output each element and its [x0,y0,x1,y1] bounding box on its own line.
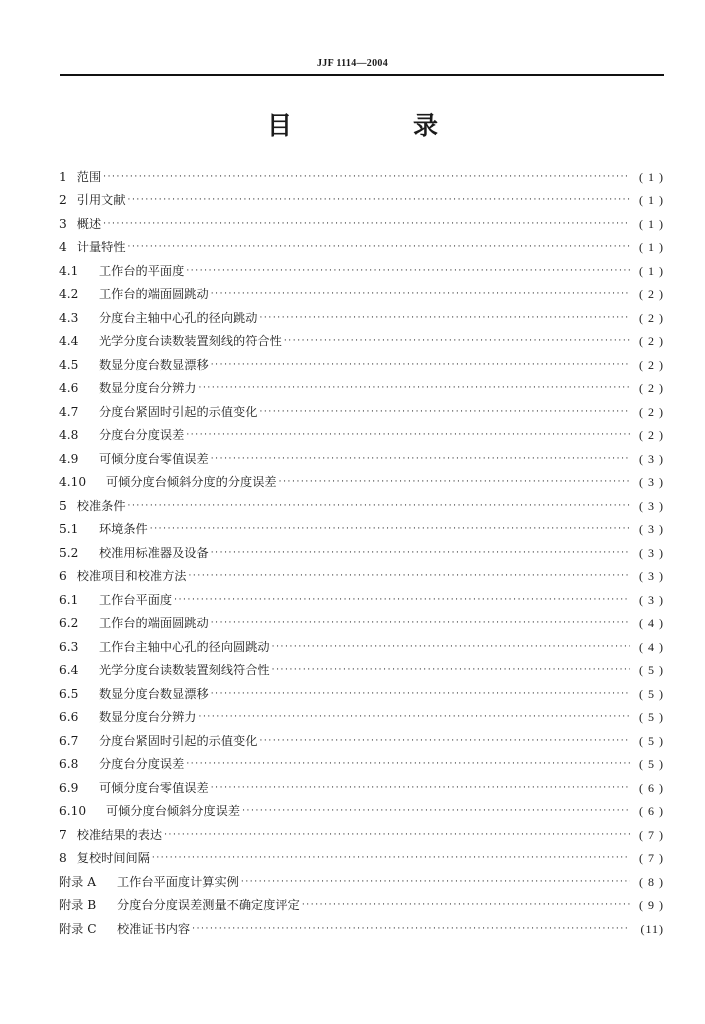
toc-entry-number: 4.3 [59,310,79,325]
toc-entry[interactable] [59,584,664,608]
document-code-header: JJF 1114—2004 [316,58,389,69]
toc-entry-label: 复校时间间隔 [76,851,150,865]
toc-entry-number: 6.1 [59,592,79,607]
toc-entry[interactable] [59,631,664,655]
toc-entry[interactable] [59,490,664,514]
toc-entry-number: 5.1 [59,522,79,536]
toc-entry-label: 工作台的平面度 [99,263,185,278]
toc-entry-number: 4.6 [59,381,79,395]
toc-entry-label: 工作台平面度 [99,592,173,607]
toc-entry-number: 8 [59,851,67,865]
toc-entry-number: 6.9 [59,780,79,795]
toc-dot-leader [302,900,630,910]
toc-entry[interactable] [59,678,664,702]
toc-entry-label: 环境条件 [99,522,148,536]
toc-entry-label: 分度台分度误差测量不确定度评定 [117,898,300,912]
toc-entry-page: ( 7 ) [639,851,664,865]
toc-entry-page: ( 1 ) [639,240,664,254]
toc-entry[interactable] [59,373,664,397]
toc-entry-page: ( 1 ) [639,263,664,278]
toc-entry-label: 可倾分度台倾斜分度误差 [106,804,241,818]
toc-entry-number: 附录 C [59,921,97,936]
toc-entry-page: ( 2 ) [639,334,664,348]
toc-entry[interactable] [59,396,664,420]
toc-dot-leader [211,783,630,793]
toc-entry-page: ( 5 ) [639,686,664,701]
toc-entry-page: ( 3 ) [639,592,664,607]
toc-entry-page: ( 6 ) [639,804,664,818]
toc-entry[interactable] [59,537,664,561]
page-title: 目 录 [266,111,486,140]
toc-entry-number: 4.10 [59,475,87,489]
toc-entry-page: ( 5 ) [639,733,664,748]
toc-entry-label: 分度台分度误差 [99,757,185,771]
toc-entry[interactable] [59,232,664,256]
toc-entry-page: ( 3 ) [639,569,664,583]
toc-entry[interactable] [59,608,664,632]
toc-dot-leader [242,806,630,816]
toc-entry-number: 2 [59,193,67,207]
toc-entry-number: 4.5 [59,357,79,372]
toc-entry-label: 工作台的端面圆跳动 [99,616,209,630]
toc-entry[interactable] [59,725,664,749]
toc-entry-number: 6.4 [59,663,79,677]
toc-entry-number: 6.10 [59,804,87,818]
toc-entry-label: 工作台主轴中心孔的径向圆跳动 [99,639,270,654]
toc-entry-page: ( 3 ) [639,545,664,560]
toc-entry[interactable] [59,420,664,444]
toc-entry-page: ( 5 ) [639,710,664,724]
toc-dot-leader [279,477,630,487]
toc-dot-leader [186,759,630,769]
toc-dot-leader [211,689,630,699]
toc-entry-page: (11) [640,921,664,936]
toc-dot-leader [284,336,630,346]
toc-entry[interactable] [59,749,664,773]
toc-entry-label: 引用文献 [76,193,126,207]
toc-entry-label: 分度台分度误差 [99,428,185,442]
toc-entry-number: 7 [59,827,67,842]
toc-entry[interactable] [59,443,664,467]
toc-entry-label: 分度台紧固时引起的示值变化 [99,404,258,419]
toc-entry[interactable] [59,561,664,585]
toc-dot-leader [199,383,631,393]
toc-dot-leader [186,430,630,440]
toc-entry-label: 数显分度台数显漂移 [99,686,209,701]
toc-entry-page: ( 1 ) [639,169,664,184]
toc-entry[interactable] [59,349,664,373]
toc-entry-label: 光学分度台读数装置刻线符合性 [99,663,270,677]
toc-entry[interactable] [59,255,664,279]
toc-entry-label: 范围 [76,169,102,184]
toc-dot-leader [103,219,630,229]
toc-entry-label: 计量特性 [76,240,126,254]
toc-entry[interactable] [59,796,664,820]
toc-entry-number: 附录 B [59,898,97,912]
toc-entry-number: 附录 A [59,874,97,889]
toc-entry-number: 6.5 [59,686,79,701]
toc-dot-leader [211,454,630,464]
toc-dot-leader [150,524,630,534]
toc-entry-number: 6 [59,569,67,583]
toc-entry-number: 4.8 [59,428,79,442]
toc-entry[interactable] [59,161,664,185]
toc-entry-label: 工作台的端面圆跳动 [99,287,209,301]
toc-entry-page: ( 4 ) [639,639,664,654]
toc-dot-leader [211,360,630,370]
toc-entry-label: 可倾分度台倾斜分度的分度误差 [106,475,277,489]
toc-dot-leader [174,595,630,605]
toc-entry-number: 4.4 [59,334,79,348]
toc-entry-page: ( 6 ) [639,780,664,795]
toc-entry[interactable] [59,819,664,843]
toc-dot-leader [192,924,630,934]
toc-entry-label: 校准项目和校准方法 [76,569,187,583]
toc-entry-label: 概述 [76,216,102,231]
table-of-contents [59,161,664,937]
toc-entry[interactable] [59,702,664,726]
toc-entry-label: 数显分度台分辨力 [99,710,197,724]
toc-entry-page: ( 9 ) [639,898,664,912]
toc-entry-page: ( 5 ) [639,757,664,771]
toc-entry-number: 1 [59,169,67,184]
toc-entry[interactable] [59,302,664,326]
toc-entry[interactable] [59,514,664,538]
toc-entry-page: ( 7 ) [639,827,664,842]
toc-dot-leader [164,830,630,840]
toc-entry-page: ( 8 ) [639,874,664,889]
toc-entry[interactable] [59,185,664,209]
toc-entry-label: 工作台平面度计算实例 [117,874,239,889]
toc-entry[interactable] [59,866,664,890]
toc-entry-number: 4 [59,240,67,254]
toc-dot-leader [188,571,630,581]
toc-entry-label: 光学分度台读数装置刻线的符合性 [99,334,282,348]
toc-entry-page: ( 1 ) [639,193,664,207]
toc-entry-number: 4.1 [59,263,79,278]
toc-entry-number: 4.7 [59,404,79,419]
toc-entry-page: ( 2 ) [639,404,664,419]
toc-dot-leader [259,313,630,323]
toc-dot-leader [211,289,630,299]
toc-entry-label: 校准结果的表达 [76,827,163,842]
toc-dot-leader [211,548,630,558]
toc-entry-number: 3 [59,216,67,231]
toc-entry-number: 4.9 [59,451,79,466]
toc-entry-number: 5 [59,498,67,513]
toc-dot-leader [241,877,630,887]
toc-entry-label: 数显分度台分辨力 [99,381,197,395]
toc-dot-leader [128,195,630,205]
toc-entry-number: 6.2 [59,616,79,630]
toc-entry[interactable] [59,208,664,232]
toc-entry-number: 6.8 [59,757,79,771]
toc-entry[interactable] [59,843,664,867]
toc-entry-label: 校准条件 [76,498,126,513]
toc-entry-page: ( 3 ) [639,498,664,513]
toc-entry[interactable] [59,913,664,937]
toc-entry-number: 4.2 [59,287,79,301]
toc-dot-leader [272,642,630,652]
toc-entry-page: ( 2 ) [639,287,664,301]
toc-dot-leader [103,172,630,182]
toc-entry-page: ( 5 ) [639,663,664,677]
toc-entry[interactable] [59,326,664,350]
toc-entry-page: ( 2 ) [639,357,664,372]
toc-entry-label: 校准用标准器及设备 [99,545,209,560]
toc-entry-label: 分度台主轴中心孔的径向跳动 [99,310,258,325]
toc-entry[interactable] [59,772,664,796]
toc-entry-page: ( 1 ) [639,216,664,231]
toc-entry[interactable] [59,890,664,914]
toc-entry-label: 可倾分度台零值误差 [99,451,209,466]
toc-dot-leader [186,266,630,276]
header-rule [60,74,664,76]
toc-entry-label: 数显分度台数显漂移 [99,357,209,372]
toc-dot-leader [211,618,630,628]
toc-entry[interactable] [59,467,664,491]
toc-dot-leader [152,853,630,863]
toc-entry[interactable] [59,655,664,679]
toc-entry-number: 6.7 [59,733,79,748]
toc-entry-label: 校准证书内容 [117,921,191,936]
toc-entry[interactable] [59,279,664,303]
toc-entry-page: ( 3 ) [639,451,664,466]
toc-entry-number: 6.6 [59,710,79,724]
toc-dot-leader [259,407,630,417]
toc-entry-page: ( 3 ) [639,475,664,489]
toc-entry-page: ( 4 ) [639,616,664,630]
toc-entry-page: ( 3 ) [639,522,664,536]
toc-dot-leader [272,665,630,675]
toc-entry-label: 可倾分度台零值误差 [99,780,209,795]
toc-dot-leader [199,712,631,722]
toc-dot-leader [259,736,630,746]
toc-dot-leader [128,501,630,511]
toc-entry-page: ( 2 ) [639,381,664,395]
toc-entry-label: 分度台紧固时引起的示值变化 [99,733,258,748]
toc-entry-page: ( 2 ) [639,310,664,325]
toc-entry-number: 6.3 [59,639,79,654]
toc-dot-leader [128,242,630,252]
toc-entry-page: ( 2 ) [639,428,664,442]
toc-entry-number: 5.2 [59,545,79,560]
